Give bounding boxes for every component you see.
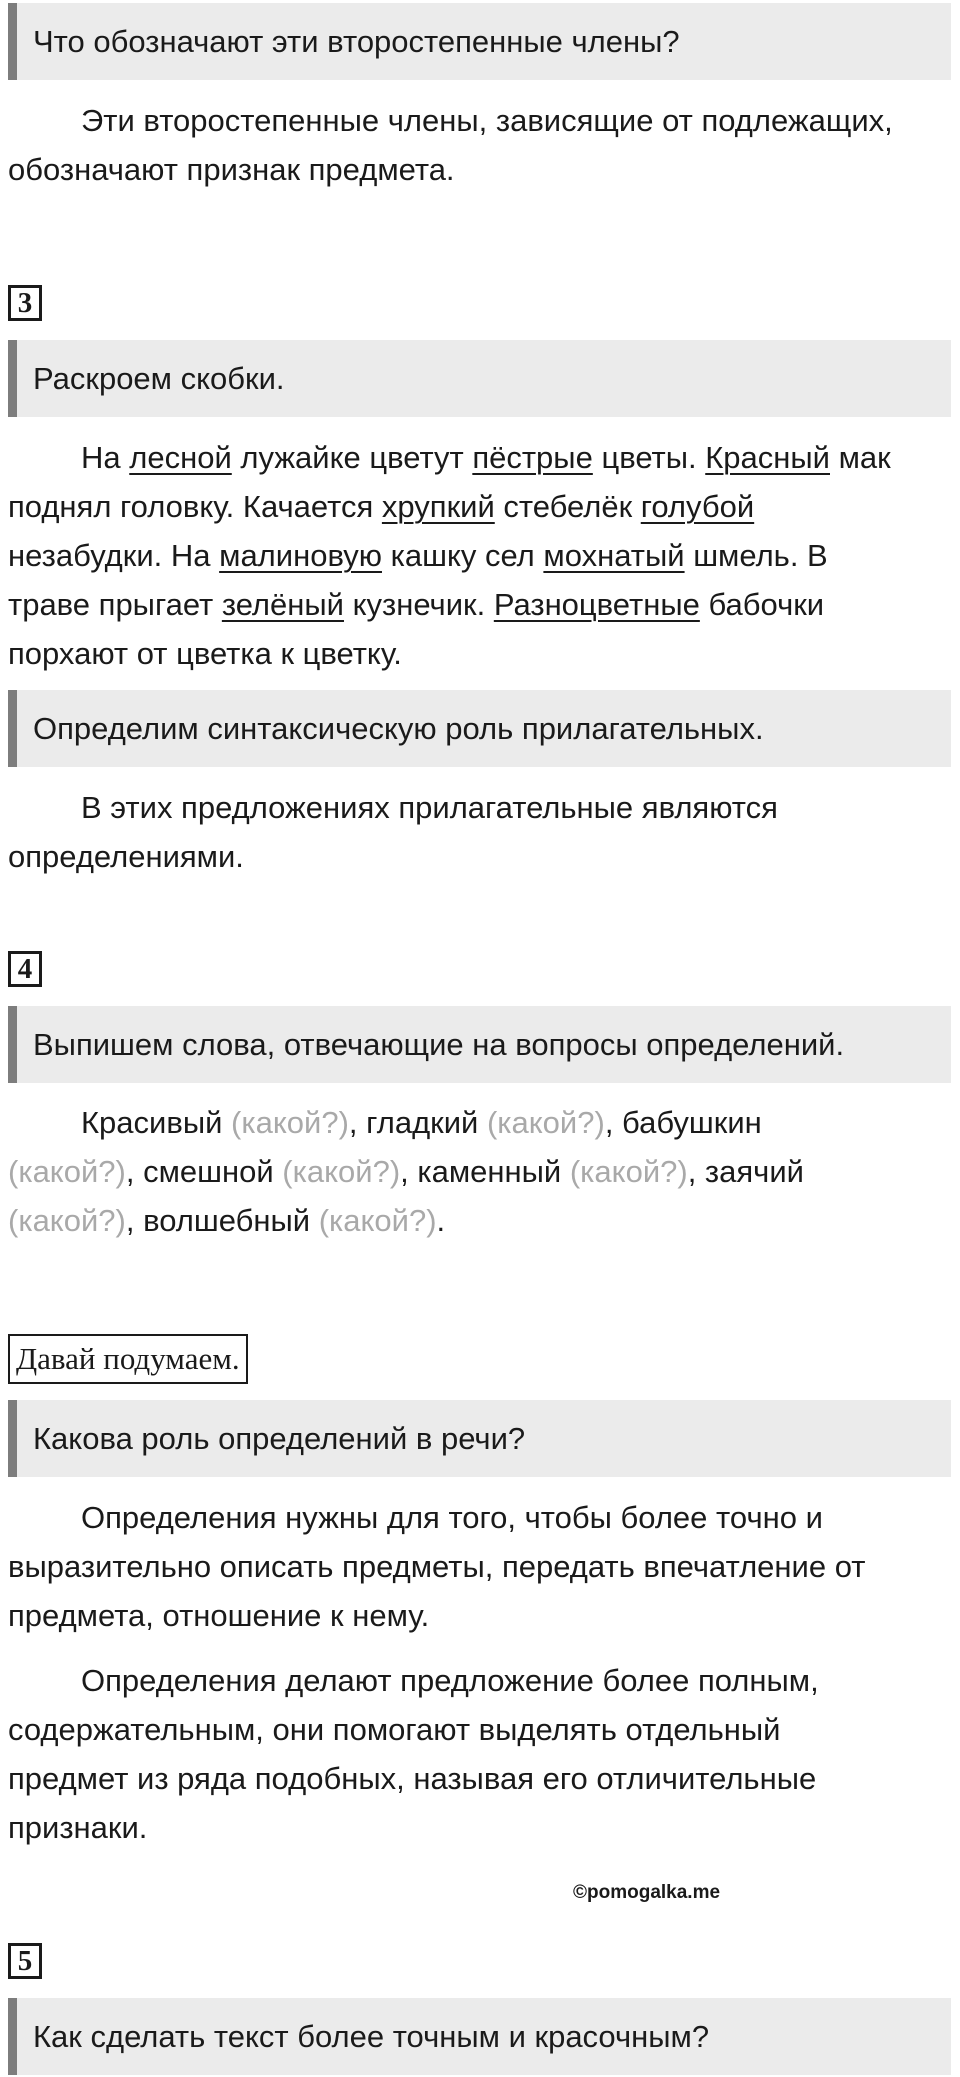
- text-run: траве прыгает: [8, 587, 222, 622]
- question-text: Как сделать текст более точным и красочным?: [33, 2018, 710, 2054]
- text-run: поднял головку. Качается: [8, 489, 382, 524]
- answer-line: предмета, отношение к нему.: [8, 1598, 430, 1633]
- answer-paragraph: [8, 1656, 953, 1852]
- question-hint: (какой?): [231, 1105, 349, 1140]
- task-number: 5: [8, 1943, 42, 1979]
- question-text: Что обозначают эти второстепенные члены?: [33, 23, 680, 59]
- question-text: Какова роль определений в речи?: [33, 1420, 526, 1456]
- text-run: Красивый: [81, 1105, 232, 1140]
- task-number: 4: [8, 951, 42, 987]
- question-box: [8, 1006, 951, 1083]
- answer-line: содержательным, они помогают выделять отдельный: [8, 1712, 781, 1747]
- text-line: [8, 433, 953, 482]
- answer-line: обозначают признак предмета.: [8, 152, 455, 187]
- question-box: [8, 1400, 951, 1477]
- text-line: [8, 1196, 953, 1245]
- text-line: [8, 629, 953, 678]
- task4-text: [8, 1098, 953, 1245]
- answer-line: Определения нужны для того, чтобы более точно и: [81, 1500, 823, 1535]
- question-box: [8, 340, 951, 417]
- text-line: [8, 482, 953, 531]
- underlined-word: пёстрые: [472, 440, 593, 475]
- text-run: , гладкий: [348, 1105, 487, 1140]
- text-run: шмель. В: [684, 538, 828, 573]
- question-hint: (какой?): [318, 1203, 437, 1238]
- text-run: , смешной: [125, 1154, 283, 1189]
- answer-line: определениями.: [8, 839, 244, 874]
- underlined-word: Разноцветные: [493, 587, 700, 622]
- underlined-word: зелёный: [221, 587, 344, 622]
- text-run: .: [436, 1203, 446, 1238]
- question-hint: (какой?): [8, 1154, 126, 1189]
- text-line: [8, 531, 953, 580]
- text-line: [8, 1147, 953, 1196]
- text-line: [8, 1098, 953, 1147]
- text-run: лужайке цветут: [231, 440, 473, 475]
- text-run: , бабушкин: [604, 1105, 762, 1140]
- text-run: , каменный: [400, 1154, 570, 1189]
- underlined-word: мохнатый: [543, 538, 685, 573]
- underlined-word: лесной: [129, 440, 232, 475]
- question-hint: (какой?): [569, 1154, 688, 1189]
- text-run: кузнечик.: [343, 587, 494, 622]
- text-run: бабочки: [699, 587, 825, 622]
- question-box: [8, 1998, 951, 2075]
- text-run: мак: [830, 440, 891, 475]
- text-run: кашку сел: [381, 538, 544, 573]
- answer-line: В этих предложениях прилагательные являются: [81, 790, 778, 825]
- question-text: Выпишем слова, отвечающие на вопросы определений.: [33, 1026, 845, 1062]
- answer-line: выразительно описать предметы, передать впечатление от: [8, 1549, 866, 1584]
- underlined-word: голубой: [640, 489, 755, 524]
- task-number: 3: [8, 285, 42, 321]
- question-text: Раскроем скобки.: [33, 360, 285, 396]
- text-run: , заячий: [687, 1154, 804, 1189]
- underlined-word: Красный: [705, 440, 830, 475]
- question-text: Определим синтаксическую роль прилагательных.: [33, 710, 764, 746]
- answer-line: Эти второстепенные члены, зависящие от подлежащих,: [81, 103, 893, 138]
- question-box: [8, 3, 951, 80]
- task3-text: [8, 433, 953, 678]
- answer-paragraph: [8, 1493, 953, 1640]
- question-hint: (какой?): [8, 1203, 126, 1238]
- answer-line: Определения делают предложение более полным,: [81, 1663, 819, 1698]
- underlined-word: малиновую: [219, 538, 382, 573]
- question-hint: (какой?): [282, 1154, 401, 1189]
- text-line: [8, 580, 953, 629]
- think-label: Давай подумаем.: [8, 1334, 248, 1384]
- answer-line: предмет из ряда подобных, называя его отличительные: [8, 1761, 817, 1796]
- watermark: ©pomogalka.me: [573, 1882, 721, 1903]
- answer-paragraph: [8, 96, 953, 194]
- text-run: порхают от цветка к цветку.: [8, 636, 402, 671]
- text-run: стебелёк: [494, 489, 641, 524]
- text-run: цветы.: [592, 440, 706, 475]
- underlined-word: хрупкий: [381, 489, 495, 524]
- question-hint: (какой?): [486, 1105, 605, 1140]
- text-run: незабудки. На: [8, 538, 220, 573]
- answer-paragraph: [8, 783, 953, 881]
- answer-line: признаки.: [8, 1810, 148, 1845]
- text-run: , волшебный: [125, 1203, 319, 1238]
- text-run: На: [81, 440, 130, 475]
- question-box: [8, 690, 951, 767]
